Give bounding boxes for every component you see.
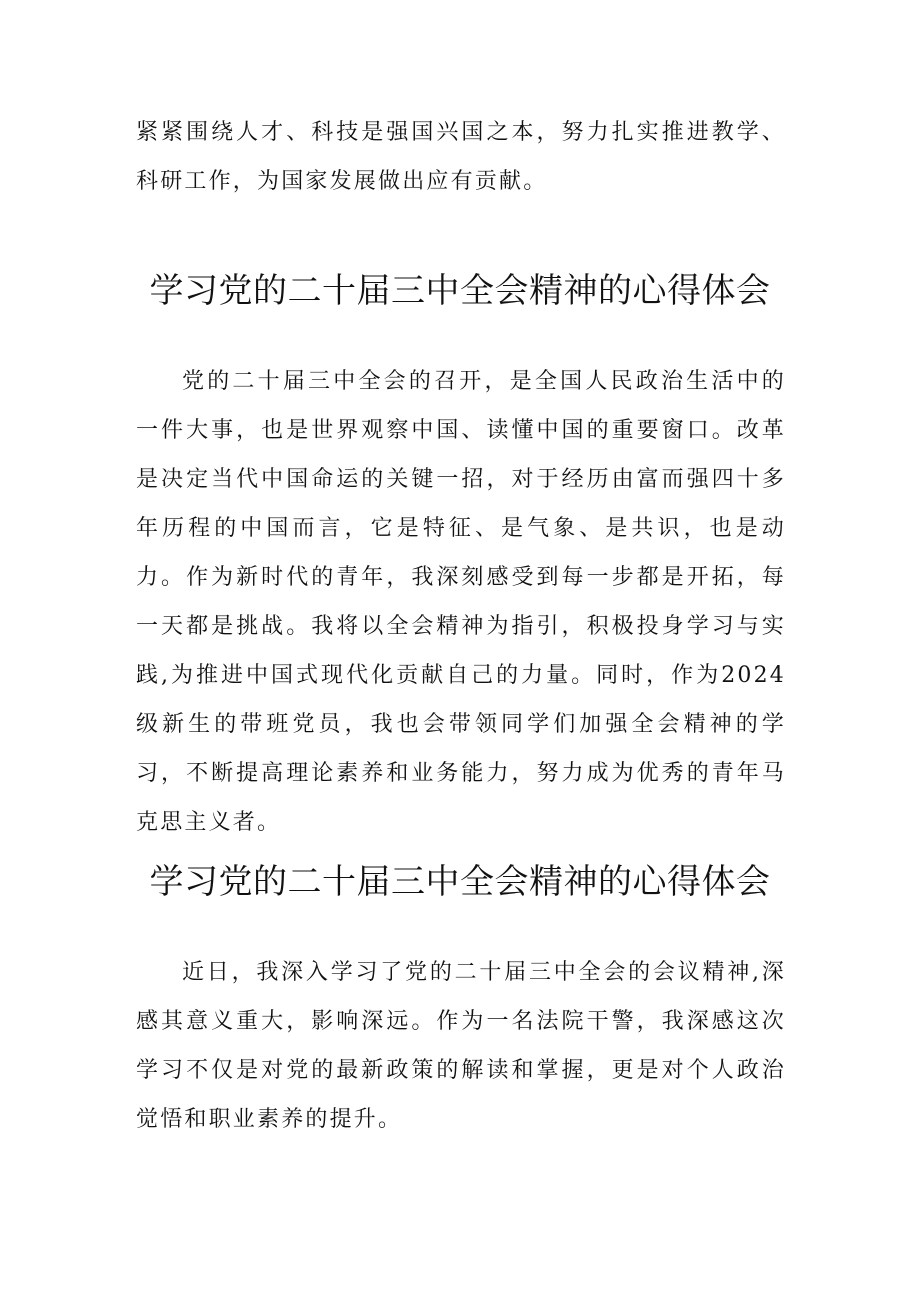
section-1-paragraph: 党的二十届三中全会的召开，是全国人民政治生活中的一件大事，也是世界观察中国、读懂中国的重要窗口。改革是决定当代中国命运的关键一招，对于经历由富而强四十多年历程的中国而言，它是特征、是气象、是共识，也是动力。作为新时代的青年，我深刻感受到每一步都是开拓，每一天都是挑战。我将以全会精神为指引，积极投身学习与实践,为推进中国式现代化贡献自己的力量。同时，作为2024级新生的带班党员，我也会带领同学们加强全会精神的学习，不断提高理论素养和业务能力，努力成为优秀的青年马克思主义者。 — [136, 369, 786, 835]
section-2-paragraph: 近日，我深入学习了党的二十届三中全会的会议精神,深感其意义重大，影响深远。作为一名法院干警，我深感这次学习不仅是对党的最新政策的解读和掌握，更是对个人政治觉悟和职业素养的提升。 — [136, 960, 786, 1132]
section-2-title: 学习党的二十届三中全会精神的心得体会 — [149, 862, 771, 902]
continued-paragraph: 紧紧围绕人才、科技是强国兴国之本，努力扎实推进教学、科研工作，为国家发展做出应有贡献。 — [136, 120, 786, 194]
section-1-title: 学习党的二十届三中全会精神的心得体会 — [149, 271, 771, 311]
